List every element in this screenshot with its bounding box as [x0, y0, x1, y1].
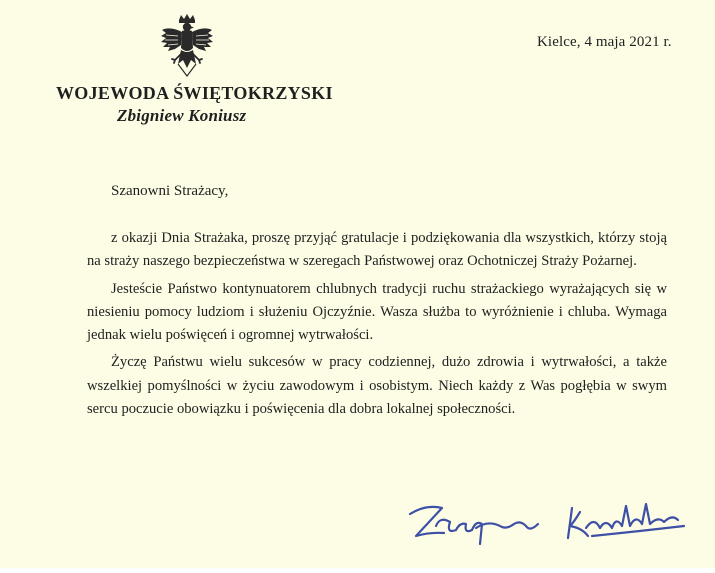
white-eagle-emblem-icon [160, 14, 214, 78]
official-name: Zbigniew Koniusz [117, 106, 247, 125]
letter-body [87, 227, 667, 425]
handwritten-signature-icon [396, 486, 696, 556]
paragraph-wishes: Życzę Państwu wielu sukcesów w pracy codziennej, dużo zdrowia i wytrwałości, a także wszelkiej pomyślności w życiu zawodowym i osobistym. Niech każdy z Was pogłębia w swym sercu poczucie obowiązku i poświęcenia dla dobra lokalnej społeczności. [87, 354, 667, 418]
paragraph-tradition: Jesteście Państwo kontynuatorem chlubnych tradycji ruchu strażackiego wyrażających się w niesieniu pomocy ludziom i służeniu Ojczyźnie. Wasza służba to wyróżnienie i chluba. Wymaga jednak wielu poświęceń i ogromnej wytrwałości. [87, 280, 667, 344]
office-title: WOJEWODA ŚWIĘTOKRZYSKI [56, 83, 333, 103]
paragraph-congratulations: z okazji Dnia Strażaka, proszę przyjąć gratulacje i podziękowania dla wszystkich, którzy stoją na straży naszego bezpieczeństwa w szeregach Państwowej oraz Ochotniczej Straży Pożarnej. [87, 230, 667, 270]
place-and-date: Kielce, 4 maja 2021 r. [537, 34, 672, 50]
salutation: Szanowni Strażacy, [111, 183, 229, 199]
